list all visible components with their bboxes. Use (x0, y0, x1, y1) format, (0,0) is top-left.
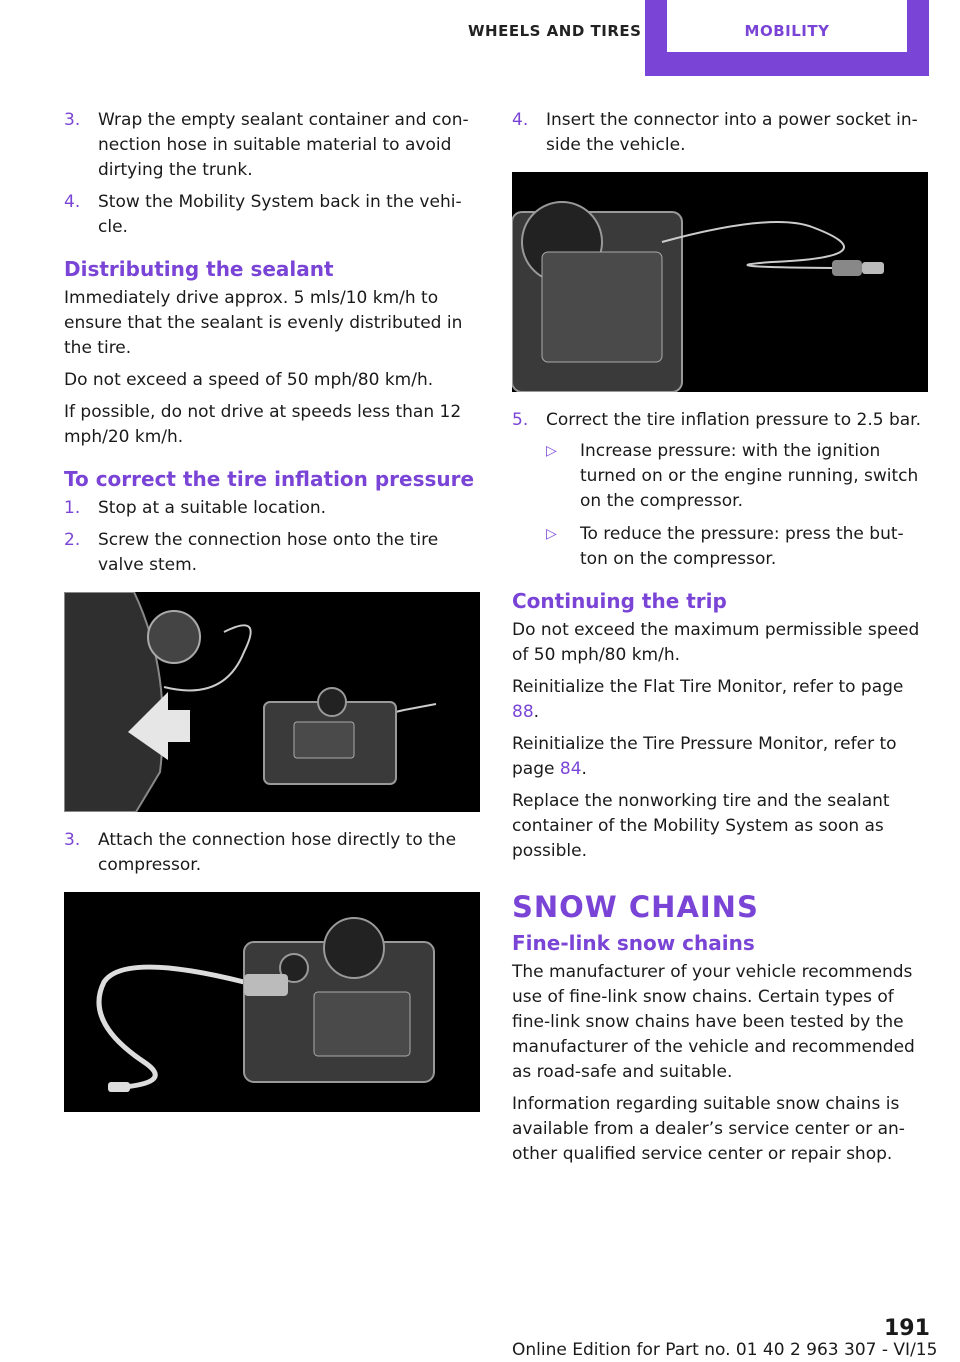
right-column (512, 108, 928, 1174)
step-text: Attach the connection hose directly to the compressor. (98, 830, 457, 875)
edition-footer: Online Edition for Part no. 01 40 2 963 307 - VI/15 (512, 1340, 938, 1360)
page-link-88[interactable]: 88 (512, 702, 534, 722)
paragraph: Information regarding suitable snow chains is available from a dealer’s service center or an‐ other qualified service center or repair shop. (512, 1094, 905, 1164)
triangle-bullet-icon: ▷ (546, 443, 557, 459)
punctuation: . (581, 759, 587, 779)
punctuation: . (533, 702, 540, 722)
step-item (512, 108, 928, 158)
step-number: 4. (512, 110, 529, 130)
step-number: 3. (64, 830, 81, 850)
paragraph: Do not exceed the maximum permissible speed of 50 mph/80 km/h. (512, 620, 920, 665)
flat-tire-paragraph (512, 675, 928, 725)
distributing-heading: Distributing the sealant (64, 257, 334, 281)
step-number: 5. (512, 410, 529, 430)
step-number: 2. (64, 530, 81, 550)
step-text: Insert the connector into a power socket in‐ side the vehicle. (546, 110, 918, 155)
chapter-tab-label: MOBILITY (744, 22, 830, 40)
step-text: Screw the connection hose onto the tire valve stem. (98, 530, 439, 575)
snow-chains-heading: SNOW CHAINS (512, 890, 759, 924)
step-text: Stow the Mobility System back in the vehi‐ cle. (98, 192, 462, 237)
paragraph: If possible, do not drive at speeds less than 12 mph/20 km/h. (64, 402, 462, 447)
chapter-tab (645, 0, 929, 76)
step-item (64, 496, 480, 521)
section-title: WHEELS AND TIRES (468, 22, 642, 40)
figure-power-socket-connector (512, 172, 928, 392)
paragraph-text: Reinitialize the Flat Tire Monitor, refer to page (512, 677, 904, 697)
left-column (64, 108, 480, 1128)
step-item (512, 408, 928, 572)
step-list (64, 828, 480, 878)
step-text: Correct the tire inflation pressure to 2.5 bar. (546, 410, 921, 430)
step-item (64, 108, 480, 183)
step-item (64, 190, 480, 240)
fine-link-heading: Fine-link snow chains (512, 931, 755, 955)
step-list (64, 496, 480, 578)
page-link-84[interactable]: 84 (559, 759, 582, 779)
step-list (512, 108, 928, 158)
step-item (64, 528, 480, 578)
bullet-list (546, 439, 928, 572)
chapter-tab-inner (667, 0, 907, 52)
bullet-item (546, 522, 928, 572)
step-list (64, 108, 480, 240)
page-number: 191 (884, 1316, 930, 1341)
paragraph: Immediately drive approx. 5 mls/10 km/h to ensure that the sealant is evenly distributed in the tire. (64, 288, 463, 358)
figure-hose-to-compressor (64, 892, 480, 1112)
paragraph-text: Reinitialize the Tire Pressure Monitor, refer to page (512, 734, 897, 779)
step-item (64, 828, 480, 878)
bullet-text: Increase pressure: with the ignition turned on or the engine running, switch on the compressor. (580, 441, 919, 511)
step-list (512, 408, 928, 572)
paragraph: Replace the nonworking tire and the sealant container of the Mobility System as soon as possible. (512, 791, 890, 861)
bullet-text: To reduce the pressure: press the but‐ ton on the compressor. (580, 524, 904, 569)
step-text: Stop at a suitable location. (98, 498, 327, 518)
bullet-item (546, 439, 928, 514)
correct-pressure-heading: To correct the tire inflation pressure (64, 467, 475, 491)
pressure-monitor-paragraph (512, 732, 928, 782)
step-text: Wrap the empty sealant container and con‐ nection hose in suitable material to avoid dirtying the trunk. (98, 110, 469, 180)
paragraph: The manufacturer of your vehicle recommends use of fine-link snow chains. Certain types of fine-link snow chains have been tested by the manufacturer of the vehicle and recommended as road-safe and suitable. (512, 962, 915, 1082)
step-number: 3. (64, 110, 81, 130)
continuing-heading: Continuing the trip (512, 589, 727, 613)
figure-hose-to-valve (64, 592, 480, 812)
step-number: 4. (64, 192, 81, 212)
paragraph: Do not exceed a speed of 50 mph/80 km/h. (64, 370, 434, 390)
triangle-bullet-icon: ▷ (546, 526, 557, 542)
step-number: 1. (64, 498, 81, 518)
